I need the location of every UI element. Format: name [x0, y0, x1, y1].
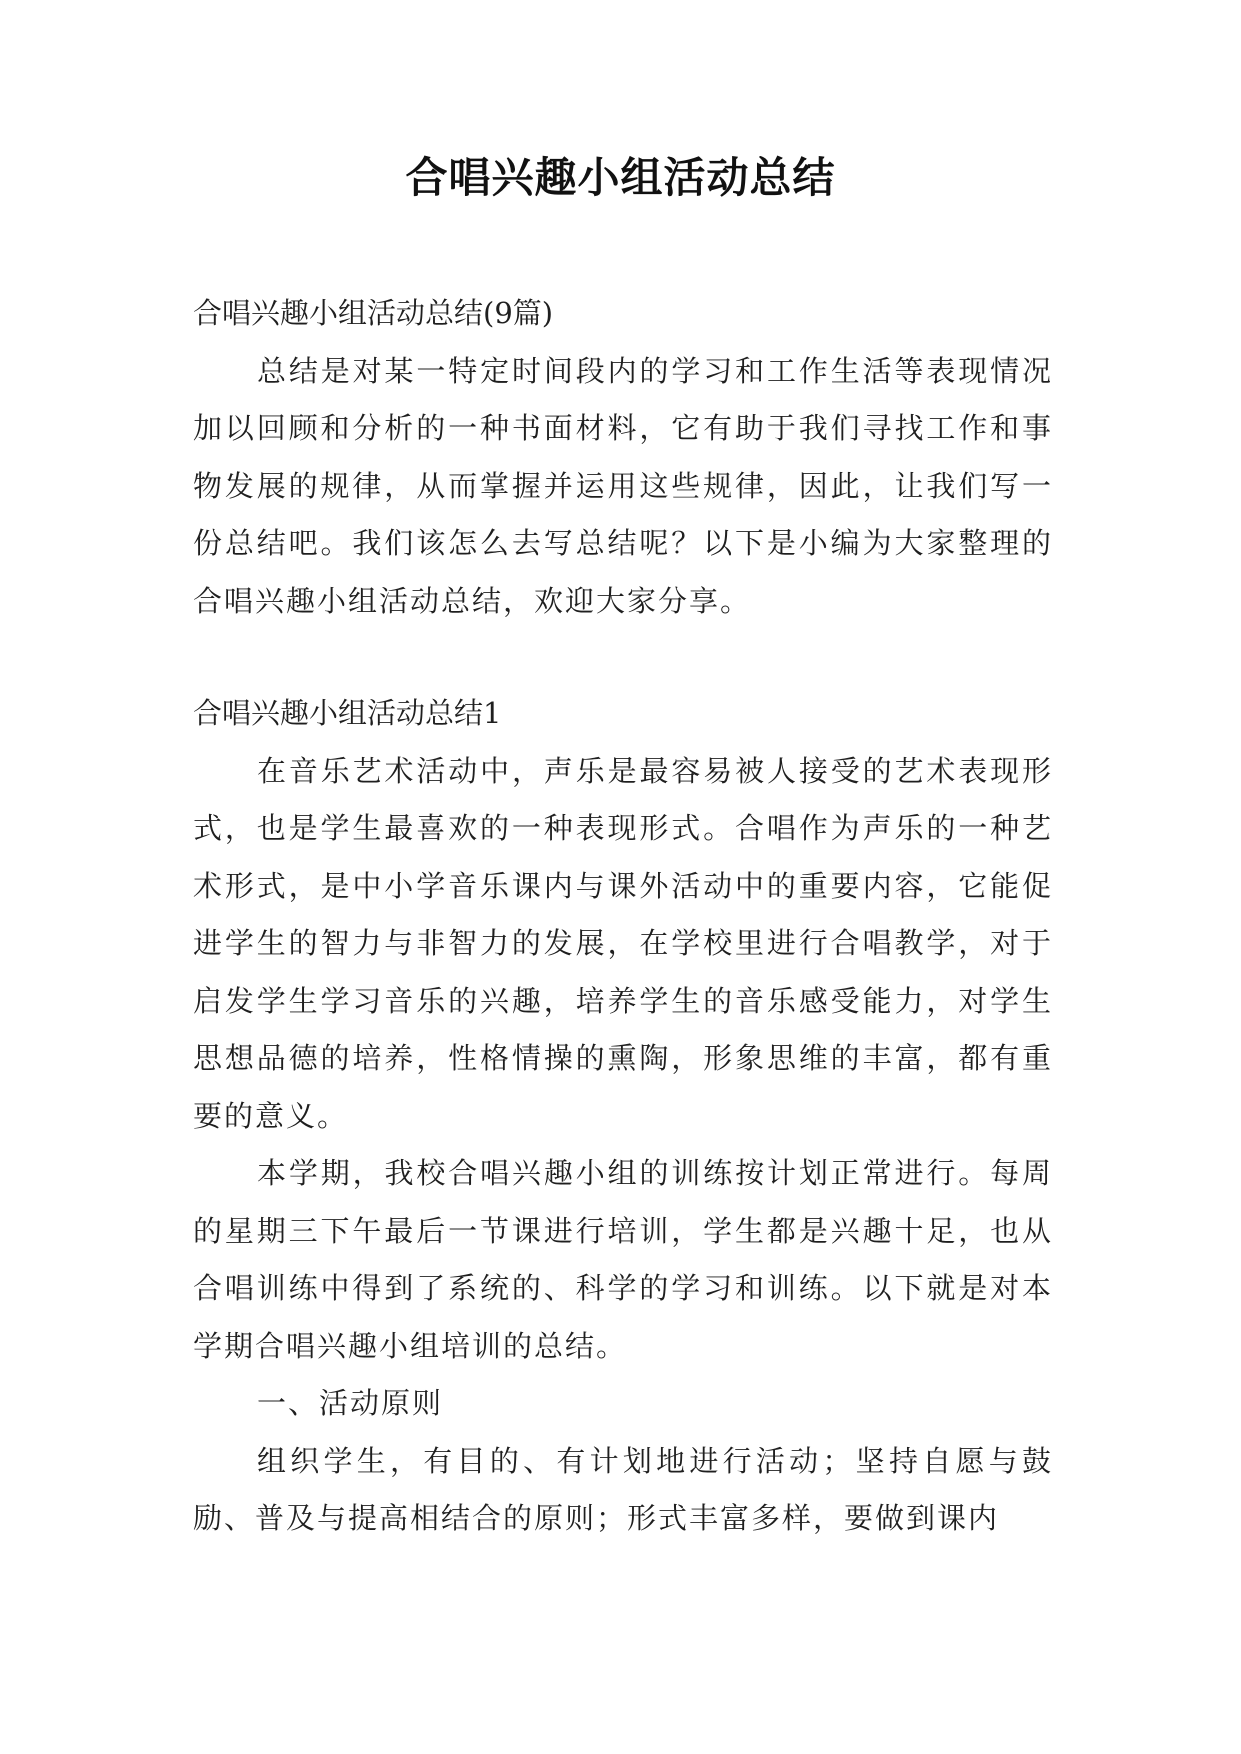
body-paragraph: 在音乐艺术活动中，声乐是最容易被人接受的艺术表现形式，也是学生最喜欢的一种表现形式。合唱作为声乐的一种艺术形式，是中小学音乐课内与课外活动中的重要内容，它能促进学生的智力与非智力的发展，在学校里进行合唱教学，对于启发学生学习音乐的兴趣，培养学生的音乐感受能力，对学生思想品德的培养，性格情操的熏陶，形象思维的丰富，都有重要的意义。	[193, 753, 1053, 1133]
intro-paragraph: 总结是对某一特定时间段内的学习和工作生活等表现情况加以回顾和分析的一种书面材料，它有助于我们寻找工作和事物发展的规律，从而掌握并运用这些规律，因此，让我们写一份总结吧。我们该怎么去写总结呢？以下是小编为大家整理的合唱兴趣小组活动总结，欢迎大家分享。	[193, 353, 1053, 618]
body-paragraph: 本学期，我校合唱兴趣小组的训练按计划正常进行。每周的星期三下午最后一节课进行培训，学生都是兴趣十足，也从合唱训练中得到了系统的、科学的学习和训练。以下就是对本学期合唱兴趣小组培训的总结。	[193, 1156, 1053, 1363]
section-heading: 合唱兴趣小组活动总结1	[193, 696, 502, 730]
document-title: 合唱兴趣小组活动总结	[405, 153, 836, 202]
document-body	[193, 285, 1053, 1548]
body-paragraph: 组织学生，有目的、有计划地进行活动；坚持自愿与鼓励、普及与提高相结合的原则；形式丰富多样，要做到课内	[193, 1443, 1053, 1535]
subsection-heading: 一、活动原则	[257, 1386, 444, 1420]
document-subtitle: 合唱兴趣小组活动总结(9篇)	[193, 296, 554, 330]
